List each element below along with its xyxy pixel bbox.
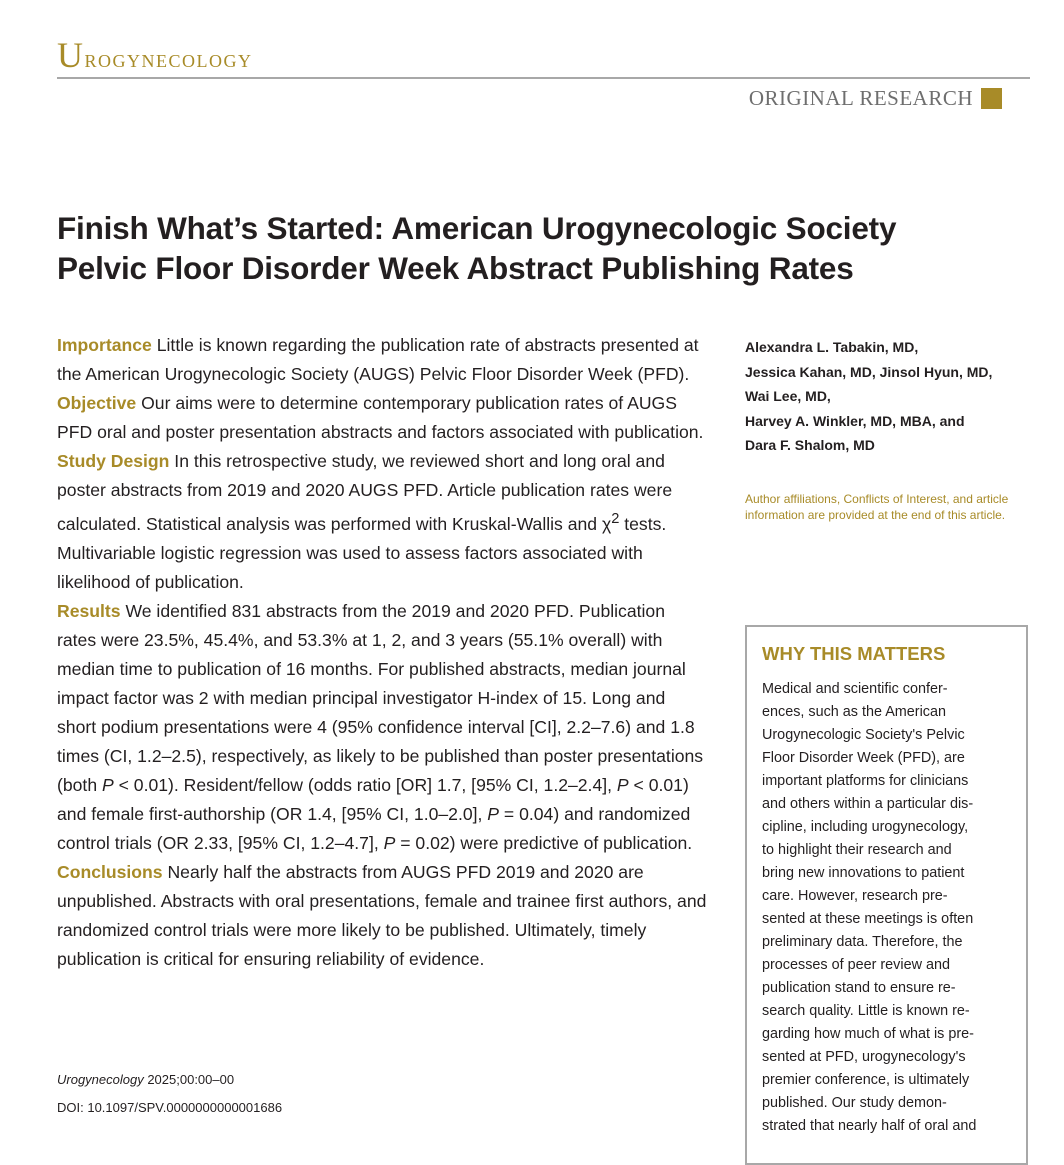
p-symbol-1: P [102,774,114,795]
author-line: Alexandra L. Tabakin, MD, [745,339,919,355]
box-line: strated that nearly half of oral and [762,1118,977,1134]
author-line: Dara F. Shalom, MD [745,437,875,453]
objective-text: Our aims were to determine contemporary publication rates of AUGS PFD oral and poster presentation abstracts and factors associated with publication. [57,393,704,442]
importance-text: Little is known regarding the publication rate of abstracts presented at the American Urogynecologic Society (AUGS) Pelvic Floor Disorder Week (PFD). [57,335,699,384]
box-line: Floor Disorder Week (PFD), are [762,750,965,766]
results-text-4: = 0.04) and randomized control trials (OR 2.33, [95% CI, 1.2–4.7], [57,803,691,853]
header-rule [57,77,1030,79]
title-line-1: Finish What’s Started: American Urogynecologic Society [57,210,897,246]
box-line: published. Our study demon- [762,1095,947,1111]
study-design-text-a: In this retrospective study, we reviewed short and long oral and poster abstracts from 2019 and 2020 AUGS PFD. Article publication rates were calculated. Statistical analysis was performed with Kruskal-Wallis and [57,451,673,534]
study-design-heading: Study Design [57,451,170,471]
box-line: Medical and scientific confer- [762,681,948,697]
journal-name [57,34,253,76]
author-line: Jessica Kahan, MD, Jinsol Hyun, MD, [745,363,993,380]
results-text-2: < 0.01). Resident/fellow (odds ratio [OR] 1.7, [95% CI, 1.2–2.4], [113,774,617,795]
author-list [745,335,1045,458]
results-text-5: = 0.02) were predictive of publication. [395,832,693,853]
p-symbol-3: P [487,803,500,824]
why-this-matters-body [762,678,1020,1138]
section-label [749,86,1002,111]
citation-journal: Urogynecology [57,1072,144,1087]
abstract-study-design [57,447,707,597]
box-line: processes of peer review and [762,957,950,973]
box-line: search quality. Little is known re- [762,1003,970,1019]
box-line: bring new innovations to patient [762,865,965,881]
study-design-text-b: tests. Multivariable logistic regression was used to assess factors associated with likelihood of publication. [57,513,667,592]
section-label-text: ORIGINAL RESEARCH [748,86,973,110]
abstract [57,331,707,974]
box-line: preliminary data. Therefore, the [762,934,963,950]
box-line: premier conference, is ultimately [762,1072,970,1088]
chi-superscript: 2 [611,511,620,527]
box-line: Urogynecologic Society's Pelvic [762,727,965,743]
chi-symbol: χ [601,513,612,534]
affiliations-note: Author affiliations, Conflicts of Interest, and article information are provided at the end of this article. [745,492,1009,522]
abstract-importance [57,331,707,389]
abstract-conclusions [57,858,707,974]
why-this-matters-title: WHY THIS MATTERS [762,643,946,664]
journal-rest: rogynecology [84,44,253,73]
citation-doi[interactable]: DOI: 10.1097/SPV.0000000000001686 [57,1100,283,1115]
results-text-1: We identified 831 abstracts from the 2019 and 2020 PFD. Publication rates were 23.5%, 45.4%, and 53.3% at 1, 2, and 3 years (55.1% overall) with median time to publication of 16 months. For published abstracts, median journal impact factor was 2 with median principal investigator H-index of 15. Long and short podium presentations were 4 (95% confidence interval [CI], 2.2–7.6) and 1.8 times (CI, 1.2–2.5), respectively, as likely to be published than poster presentations (both [57,600,704,795]
article-title [57,208,1017,288]
box-line: sented at these meetings is often [762,911,974,927]
importance-heading: Importance [57,335,152,355]
box-line: ences, such as the American [762,704,946,720]
box-line: garding how much of what is pre- [762,1026,974,1042]
conclusions-heading: Conclusions [57,861,163,882]
results-heading: Results [57,600,121,621]
citation-reference [57,1066,282,1094]
p-symbol-2: P [616,774,629,795]
box-line: sented at PFD, urogynecology's [762,1049,966,1065]
abstract-objective [57,389,707,447]
citation [57,1066,282,1122]
abstract-results [57,597,707,858]
p-symbol-4: P [383,832,396,853]
author-line: Harvey A. Winkler, MD, MBA, and [745,412,965,429]
citation-ref: 2025;00:00–00 [143,1072,235,1087]
objective-heading: Objective [57,393,137,413]
box-line: to highlight their research and [762,842,952,858]
box-line: important platforms for clinicians [762,773,969,789]
box-line: care. However, research pre- [762,888,948,904]
results-text-3: < 0.01) and female first-authorship (OR 1.4, [95% CI, 1.0–2.0], [57,774,689,824]
box-line: publication stand to ensure re- [762,980,956,996]
title-line-2: Pelvic Floor Disorder Week Abstract Publishing Rates [57,250,854,286]
box-line: cipline, including urogynecology, [762,819,969,835]
section-square-icon [981,88,1002,109]
author-line: Wai Lee, MD, [745,388,831,404]
journal-initial: U [57,35,85,75]
conclusions-text: Nearly half the abstracts from AUGS PFD 2019 and 2020 are unpublished. Abstracts with oral presentations, female and trainee first authors, and randomized control trials were more likely to be published. Ultimately, timely publication is critical for ensuring reliability of evidence. [57,861,707,969]
box-line: and others within a particular dis- [762,796,974,812]
